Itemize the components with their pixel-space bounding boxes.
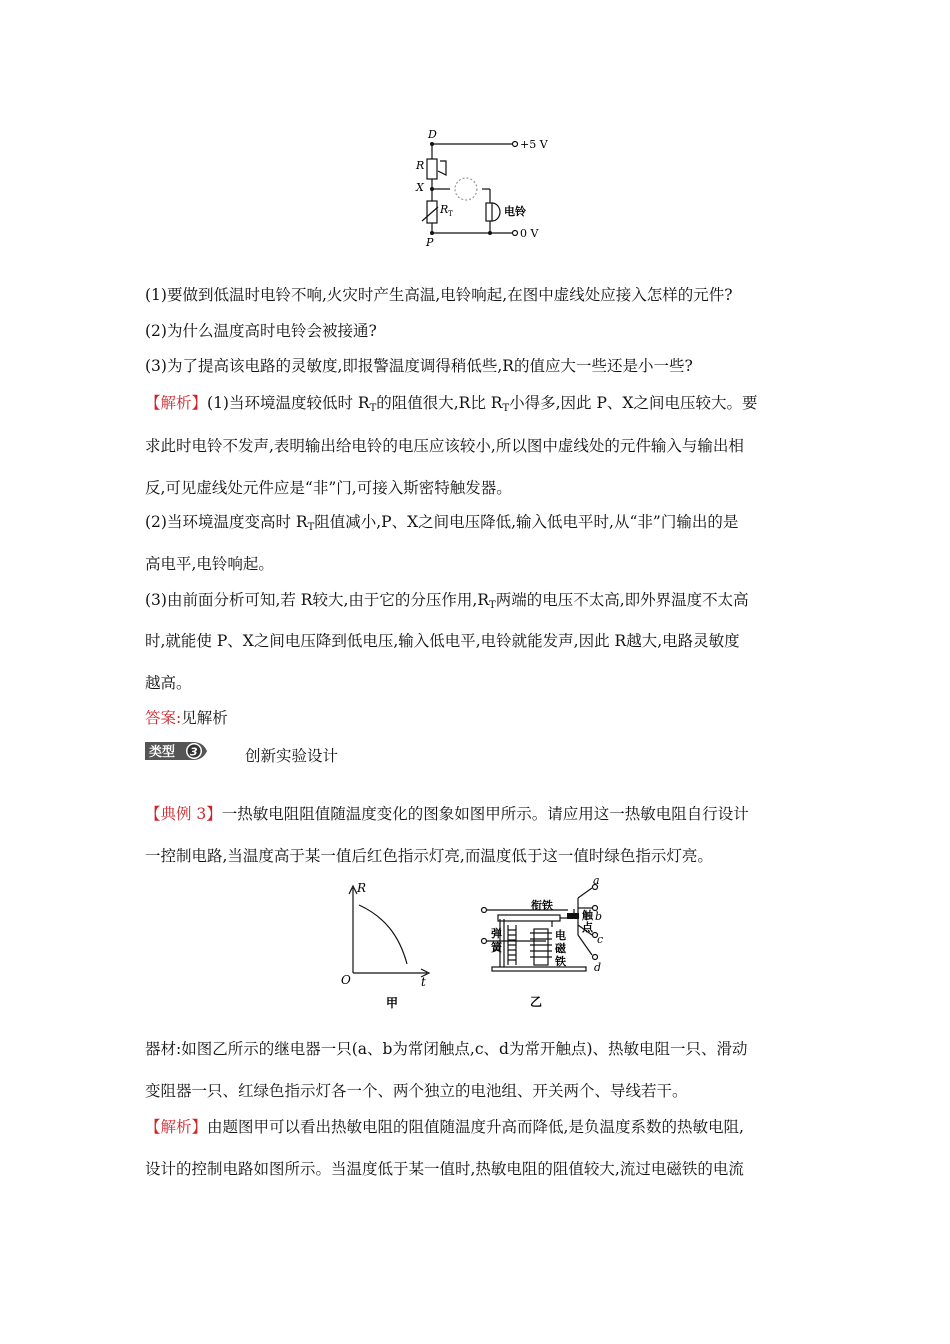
- alarm-circuit-diagram: [400, 125, 560, 250]
- equipment-line-1: 器材:如图乙所示的继电器一只(a、b为常闭触点,c、d为常开触点)、热敏电阻一只、滑动: [145, 1040, 748, 1058]
- analysis-1-line-3: 反,可见虚线处元件应是“非”门,可接入斯密特触发器。: [145, 479, 512, 497]
- analysis-2-line-1: (2)当环境温度变高时 $R_T$阻值减小,P、X之间电压降低,输入低电平时,从“非”门输出的是: [145, 513, 739, 533]
- terminal-d: d: [594, 961, 602, 974]
- analysis-1-line-2: 求此时电铃不发声,表明输出给电铃的电压应该较小,所以图中虚线处的元件输入与输出相: [145, 437, 744, 455]
- origin-label: O: [341, 973, 351, 987]
- contact-label-1: 触: [582, 909, 593, 922]
- electromagnet-label-3: 铁: [555, 955, 566, 968]
- contact-label-2: 点: [582, 921, 593, 934]
- spring-label-1: 弹: [491, 927, 502, 940]
- type-badge: [145, 740, 215, 762]
- spring-label-2: 簧: [491, 941, 502, 954]
- axis-y-label: R: [357, 881, 367, 895]
- question-3: (3)为了提高该电路的灵敏度,即报警温度调得稍低些,R的值应大一些还是小一些?: [145, 357, 693, 375]
- electromagnet-label-1: 电: [555, 929, 566, 942]
- analysis-b-line-2: 设计的控制电路如图所示。当温度低于某一值时,热敏电阻的阻值较大,流过电磁铁的电流: [145, 1160, 744, 1178]
- analysis-3-line-3: 越高。: [145, 674, 192, 692]
- terminal-b: b: [595, 910, 603, 923]
- relay-diagram: [470, 875, 630, 1015]
- axis-x-label: t: [421, 975, 426, 989]
- example-3-line-2: 一控制电路,当温度高于某一值后红色指示灯亮,而温度低于这一值时绿色指示灯亮。: [145, 847, 713, 865]
- label-bell: 电铃: [504, 205, 526, 218]
- analysis-1-line-1: 【解析】(1)当环境温度较低时 $R_T$的阻值很大,R比 $R_T$小得多,因此 P、X之间电压较大。要: [145, 394, 758, 414]
- figure-yi-caption: 乙: [530, 995, 543, 1009]
- question-2: (2)为什么温度高时电铃会被接通?: [145, 322, 377, 340]
- analysis-2-line-2: 高电平,电铃响起。: [145, 555, 274, 573]
- equipment-line-2: 变阻器一只、红绿色指示灯各一个、两个独立的电池组、开关两个、导线若干。: [145, 1082, 688, 1100]
- analysis-b-line-1: 【解析】由题图甲可以看出热敏电阻的阻值随温度升高而降低,是负温度系数的热敏电阻,: [145, 1118, 744, 1136]
- label-x: X: [416, 181, 424, 194]
- type-title: 创新实验设计: [245, 747, 339, 765]
- label-d: D: [428, 128, 437, 141]
- terminal-c: c: [597, 933, 604, 946]
- answer-label: 答案:: [145, 709, 182, 727]
- terminal-a: a: [593, 875, 600, 887]
- analysis-tag: 【解析】: [145, 394, 208, 412]
- label-5v: +5 V: [520, 138, 548, 151]
- label-r: R: [416, 159, 425, 172]
- electromagnet-label-2: 磁: [555, 942, 566, 955]
- question-1: (1)要做到低温时电铃不响,火灾时产生高温,电铃响起,在图中虚线处应接入怎样的元件?: [145, 286, 733, 304]
- answer-line: [145, 708, 228, 728]
- label-0v: 0 V: [520, 227, 539, 240]
- analysis-tag-2: 【解析】: [145, 1118, 208, 1136]
- resistance-temperature-graph: [335, 878, 445, 1013]
- analysis-3-line-2: 时,就能使 P、X之间电压降到低电压,输入低电平,电铃就能发声,因此 R越大,电路灵敏度: [145, 632, 740, 650]
- label-rt: R: [440, 203, 449, 216]
- example-3-line-1: 【典例 3】一热敏电阻阻值随温度变化的图象如图甲所示。请应用这一热敏电阻自行设计: [145, 805, 749, 823]
- figure-jia-caption: 甲: [386, 996, 399, 1010]
- label-rt-sub: T: [448, 210, 453, 218]
- example-tag: 【典例 3】: [145, 805, 222, 823]
- label-p: P: [426, 236, 434, 249]
- type-badge-number: 3: [190, 745, 198, 759]
- answer-text: 见解析: [181, 709, 228, 727]
- type-badge-label: 类型: [149, 745, 176, 760]
- analysis-3-line-1: (3)由前面分析可知,若 R较大,由于它的分压作用$,R_T$两端的电压不太高,即外界温度不太高: [145, 591, 749, 611]
- armature-label: 衔铁: [531, 899, 553, 912]
